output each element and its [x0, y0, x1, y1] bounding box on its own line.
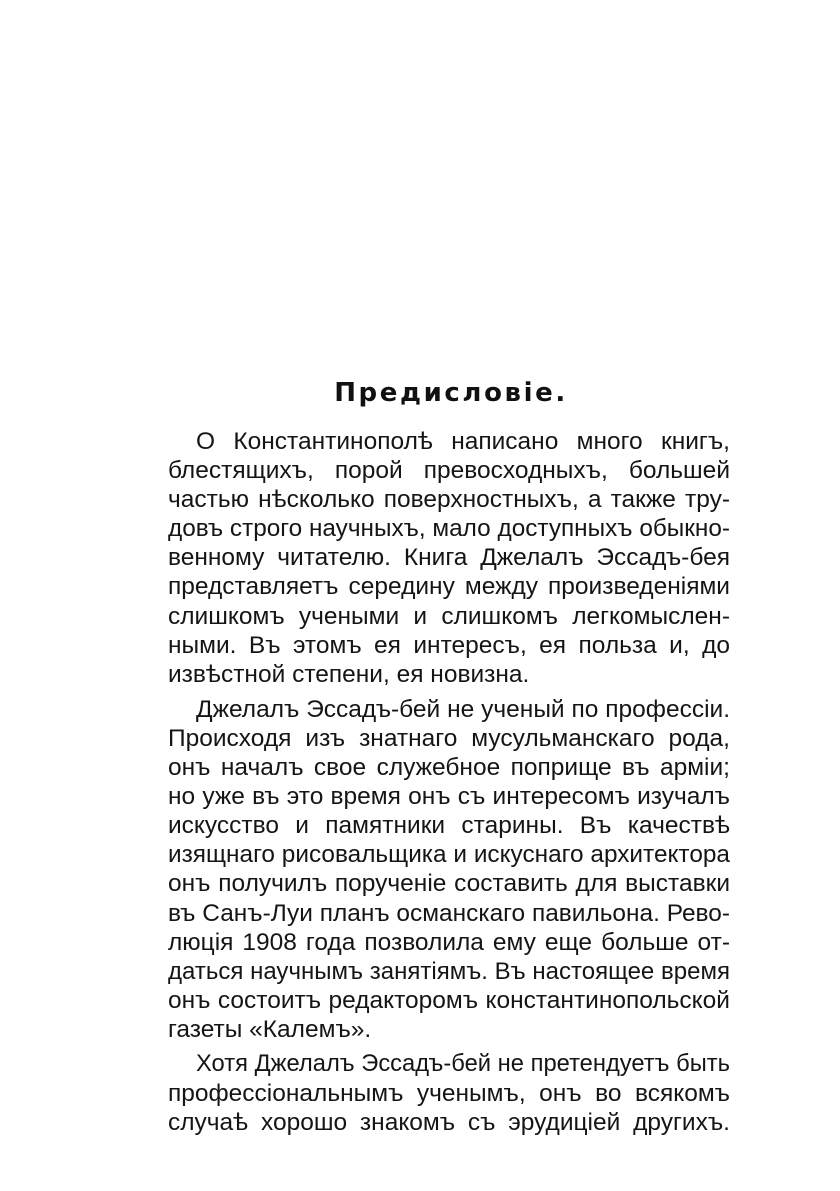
- paragraph-2: [168, 695, 730, 1044]
- page-title: Предисловіе.: [334, 378, 568, 408]
- text-line: Хотя Джелалъ Эссадъ-бей не претендуетъ быть: [196, 1050, 730, 1077]
- text-line: случаѣ хорошо знакомъ съ эрудиціей другихъ.: [168, 1109, 730, 1137]
- text-line: ными. Въ этомъ ея интересъ, ея польза и, до: [168, 631, 730, 659]
- text-line: изящнаго рисовальщика и искуснаго архитектора: [168, 841, 730, 869]
- text-line: онъ состоитъ редакторомъ константинопольской: [168, 986, 730, 1014]
- text-line: искусство и памятники старины. Въ качествѣ: [168, 812, 730, 840]
- text-line: профессіональнымъ ученымъ, онъ во всякомъ: [168, 1080, 730, 1108]
- text-line: Джелалъ Эссадъ-бей не ученый по профессіи.: [196, 695, 730, 723]
- text-line: О Константинополѣ написано много книгъ,: [196, 428, 730, 455]
- text-line: блестящихъ, порой превосходныхъ, большей: [168, 457, 730, 485]
- paragraph-3: [168, 1050, 730, 1137]
- text-line: венному читателю. Книга Джелалъ Эссадъ-бея: [168, 544, 730, 572]
- text-line: въ Санъ-Луи планъ османскаго павильона. Рево-: [168, 899, 730, 927]
- body-text: [168, 427, 730, 1137]
- text-line: газеты «Калемъ».: [168, 1015, 372, 1043]
- text-line: но уже въ это время онъ съ интересомъ изучалъ: [168, 783, 730, 811]
- text-line: частью нѣсколько поверхностныхъ, а также тру-: [168, 486, 730, 514]
- text-line: извѣстной степени, ея новизна.: [168, 660, 530, 688]
- text-line: люція 1908 года позволила ему еще больше от-: [168, 928, 730, 956]
- paragraph-1: [168, 427, 730, 689]
- text-line: даться научнымъ занятіямъ. Въ настоящее время: [168, 957, 730, 985]
- text-line: слишкомъ учеными и слишкомъ легкомыслен-: [168, 602, 730, 630]
- text-line: онъ получилъ порученіе составить для выставки: [168, 870, 730, 898]
- text-line: онъ началъ свое служебное поприще въ арміи;: [168, 754, 730, 782]
- text-line: представляетъ середину между произведеніями: [168, 573, 730, 601]
- text-line: довъ строго научныхъ, мало доступныхъ обыкно-: [168, 515, 730, 543]
- text-line: Происходя изъ знатнаго мусульманскаго рода,: [168, 724, 730, 752]
